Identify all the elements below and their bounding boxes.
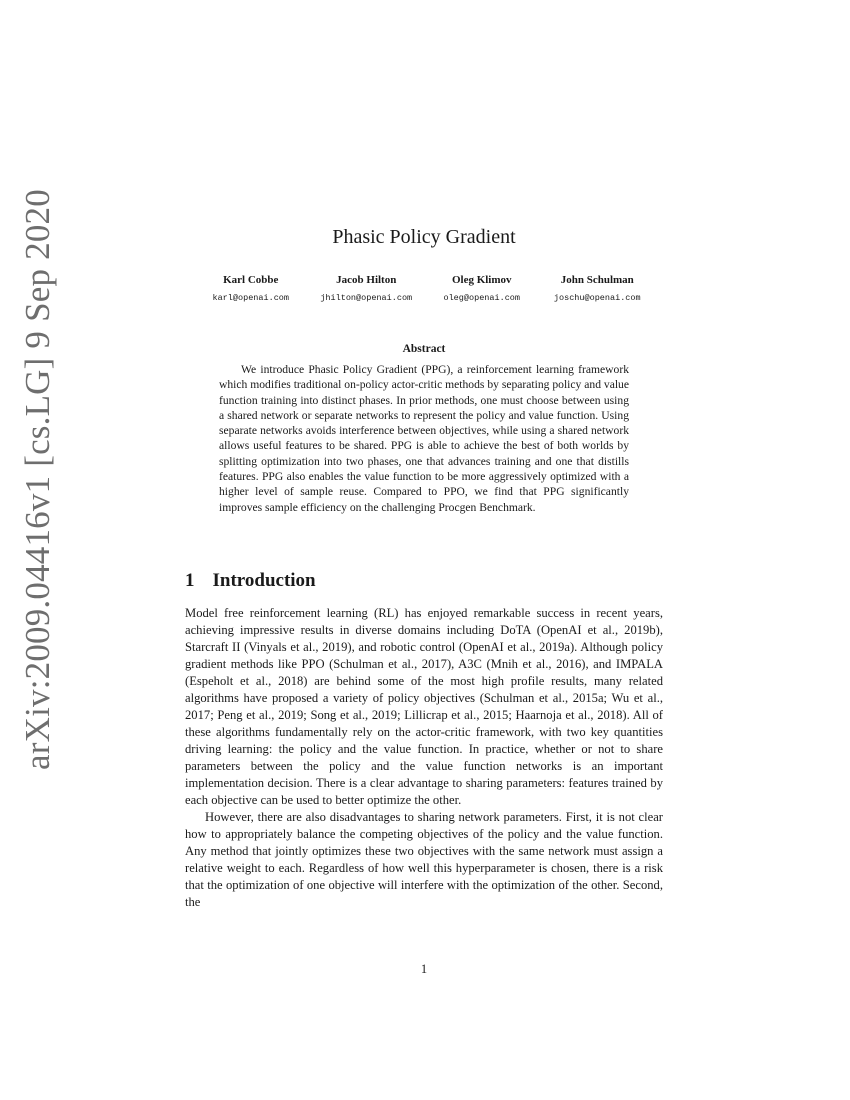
arxiv-identifier: arXiv:2009.04416v1 [cs.LG] 9 Sep 2020 [18, 189, 57, 770]
page-number: 1 [420, 962, 428, 976]
author-block [424, 274, 540, 303]
section-number: 1 [185, 570, 195, 591]
author-name: Karl Cobbe [223, 274, 279, 286]
author-name: John Schulman [560, 274, 634, 286]
author-name: Oleg Klimov [451, 274, 512, 286]
paragraph: Model free reinforcement learning (RL) has enjoyed remarkable success in recent years, achieving impressive results in diverse domains including DoTA (OpenAI et al., 2019b), Starcraft II (Vinyals et al., 2019), and robotic control (OpenAI et al., 2019a). Although policy gradient methods like PPO (Schulman et al., 2017), A3C (Mnih et al., 2016), and IMPALA (Espeholt et al., 2018) are behind some of the most high profile results, many related algorithms have proposed a variety of policy objectives (Schulman et al., 2015a; Wu et al., 2017; Peng et al., 2019; Song et al., 2019; Lillicrap et al., 2015; Haarnoja et al., 2018). All of these algorithms fundamentally rely on the actor-critic framework, with two key quantities driving learning: the policy and the value function. In practice, whether or not to share parameters between the policy and the value function networks is an important implementation decision. There is a clear advantage to sharing parameters: features trained by each objective can be used to better optimize the other. [185, 606, 663, 807]
author-block [309, 274, 425, 303]
author-email[interactable]: oleg@openai.com [443, 293, 520, 303]
author-list [185, 274, 663, 303]
author-email[interactable]: jhilton@openai.com [320, 293, 413, 303]
author-block [193, 274, 309, 303]
section-heading [185, 570, 663, 592]
paragraph: However, there are also disadvantages to sharing network parameters. First, it is not clear how to appropriately balance the competing objectives of the policy and the value function. Any method that jointly optimizes these two objectives with the same network must assign a relative weight to each. Regardless of how well this hyperparameter is chosen, there is a risk that the optimization of one objective will interfere with the optimization of the other. Second, the [185, 810, 663, 909]
author-email[interactable]: joschu@openai.com [553, 293, 641, 303]
section-body [185, 605, 663, 911]
paper-title: Phasic Policy Gradient [332, 226, 516, 248]
author-email[interactable]: karl@openai.com [212, 293, 289, 303]
author-block [540, 274, 656, 303]
author-name: Jacob Hilton [336, 274, 397, 286]
abstract-heading: Abstract [402, 343, 446, 355]
section-title: Introduction [212, 570, 316, 591]
abstract-text: We introduce Phasic Policy Gradient (PPG), a reinforcement learning framework which modifies traditional on-policy actor-critic methods by separating policy and value function training into distinct phases. In prior methods, one must choose between using a shared network or separate networks to represent the policy and value function. Using separate networks avoids interference between objectives, while using a shared network allows useful features to be shared. PPG is able to achieve the best of both worlds by splitting optimization into two phases, one that advances training and one that distills features. PPG also enables the value function to be more aggressively optimized with a higher level of sample reuse. Compared to PPO, we find that PPG significantly improves sample efficiency on the challenging Procgen Benchmark. [219, 363, 629, 514]
